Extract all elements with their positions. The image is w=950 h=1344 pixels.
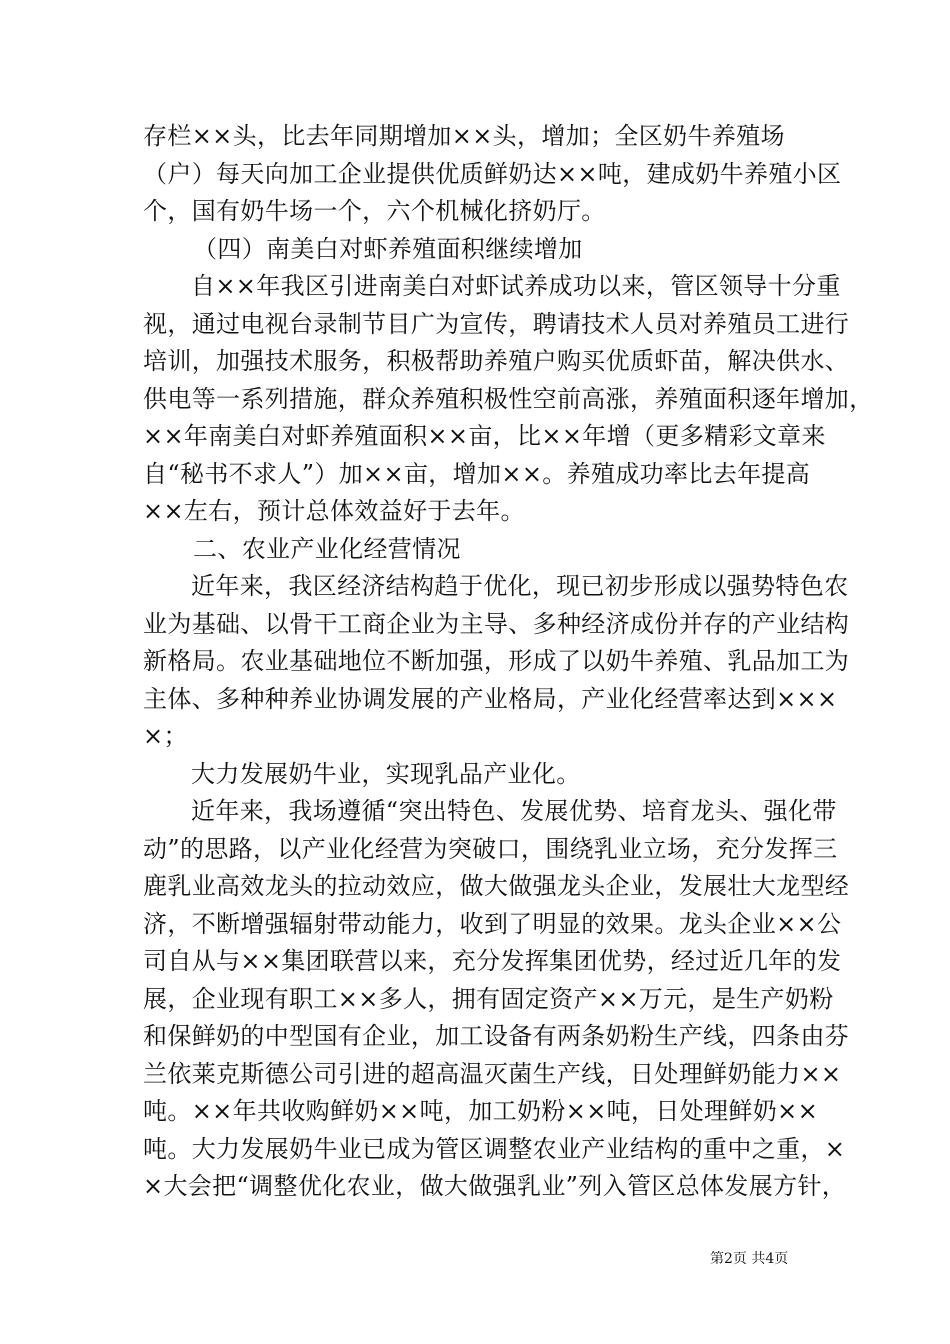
text-line: 司自从与××集团联营以来，充分发挥集团优势，经过近几年的发 [143,947,842,975]
text-line: 大力发展奶牛业，实现乳品产业化。 [191,760,581,788]
text-line: 存栏××头，比去年同期增加××头，增加；全区奶牛养殖场 [143,122,785,150]
text-line: 主体、多种种养业协调发展的产业格局，产业化经营率达到××× [143,685,838,713]
text-line: 动”的思路，以产业化经营为突破口，围绕乳业立场，充分发挥三 [143,835,838,863]
text-line: 供电等一系列措施，群众养殖积极性空前高涨，养殖面积逐年增加， [143,385,874,413]
text-line: 济，不断增强辐射带动能力，收到了明显的效果。龙头企业××公 [143,910,842,938]
text-line: 近年来，我区经济结构趋于优化，现已初步形成以强势特色农 [191,572,849,600]
current-page-number: 2 [724,1251,733,1267]
text-line: 培训，加强技术服务，积极帮助养殖户购买优质虾苗，解决供水、 [143,347,850,375]
text-line: ×大会把“调整优化农业，做大做强乳业”列入管区总体发展方针， [143,1172,847,1200]
total-pages-number: 4 [765,1251,775,1267]
text-line: 个，国有奶牛场一个，六个机械化挤奶厅。 [143,197,606,225]
text-line: ××左右，预计总体效益好于去年。 [143,497,525,525]
text-line: 业为基础、以骨干工商企业为主导、多种经济成份并存的产业结构 [143,610,850,638]
section-heading: 二、农业产业化经营情况 [193,535,461,563]
text-line: 展，企业现有职工××多人，拥有固定资产××万元，是生产奶粉 [143,985,834,1013]
text-line: （户）每天向加工企业提供优质鲜奶达××吨，建成奶牛养殖小区 [143,160,842,188]
section-heading: （四）南美白对虾养殖面积继续增加 [193,235,583,263]
text-line: 近年来，我场遵循“突出特色、发展优势、培育龙头、强化带 [191,797,837,825]
text-line: 自“秘书不求人”）加××亩，增加××。养殖成功率比去年提高 [143,460,811,488]
text-line: ××年南美白对虾养殖面积××亩，比××年增（更多精彩文章来 [143,422,826,450]
text-line: 自××年我区引进南美白对虾试养成功以来，管区领导十分重 [191,272,841,300]
text-line: 视，通过电视台录制节目广为宣传，聘请技术人员对养殖员工进行 [143,310,850,338]
text-line: 吨。××年共收购鲜奶××吨，加工奶粉××吨，日处理鲜奶×× [143,1097,819,1125]
text-line: 新格局。农业基础地位不断加强，形成了以奶牛养殖、乳品加工为 [143,647,850,675]
text-line: 和保鲜奶的中型国有企业，加工设备有两条奶粉生产线，四条由芬 [143,1022,850,1050]
footer-prefix: 第 [710,1251,724,1267]
page-footer [710,1250,788,1268]
footer-middle: 页 共 [732,1251,766,1267]
text-line: 鹿乳业高效龙头的拉动效应，做大做强龙头企业，发展壮大龙型经 [143,872,850,900]
text-line: 兰依莱克斯德公司引进的超高温灭菌生产线，日处理鲜奶能力×× [143,1060,842,1088]
text-line: ×； [143,722,188,750]
footer-suffix: 页 [774,1251,789,1267]
text-line: 吨。大力发展奶牛业已成为管区调整农业产业结构的重中之重，× [143,1135,846,1163]
